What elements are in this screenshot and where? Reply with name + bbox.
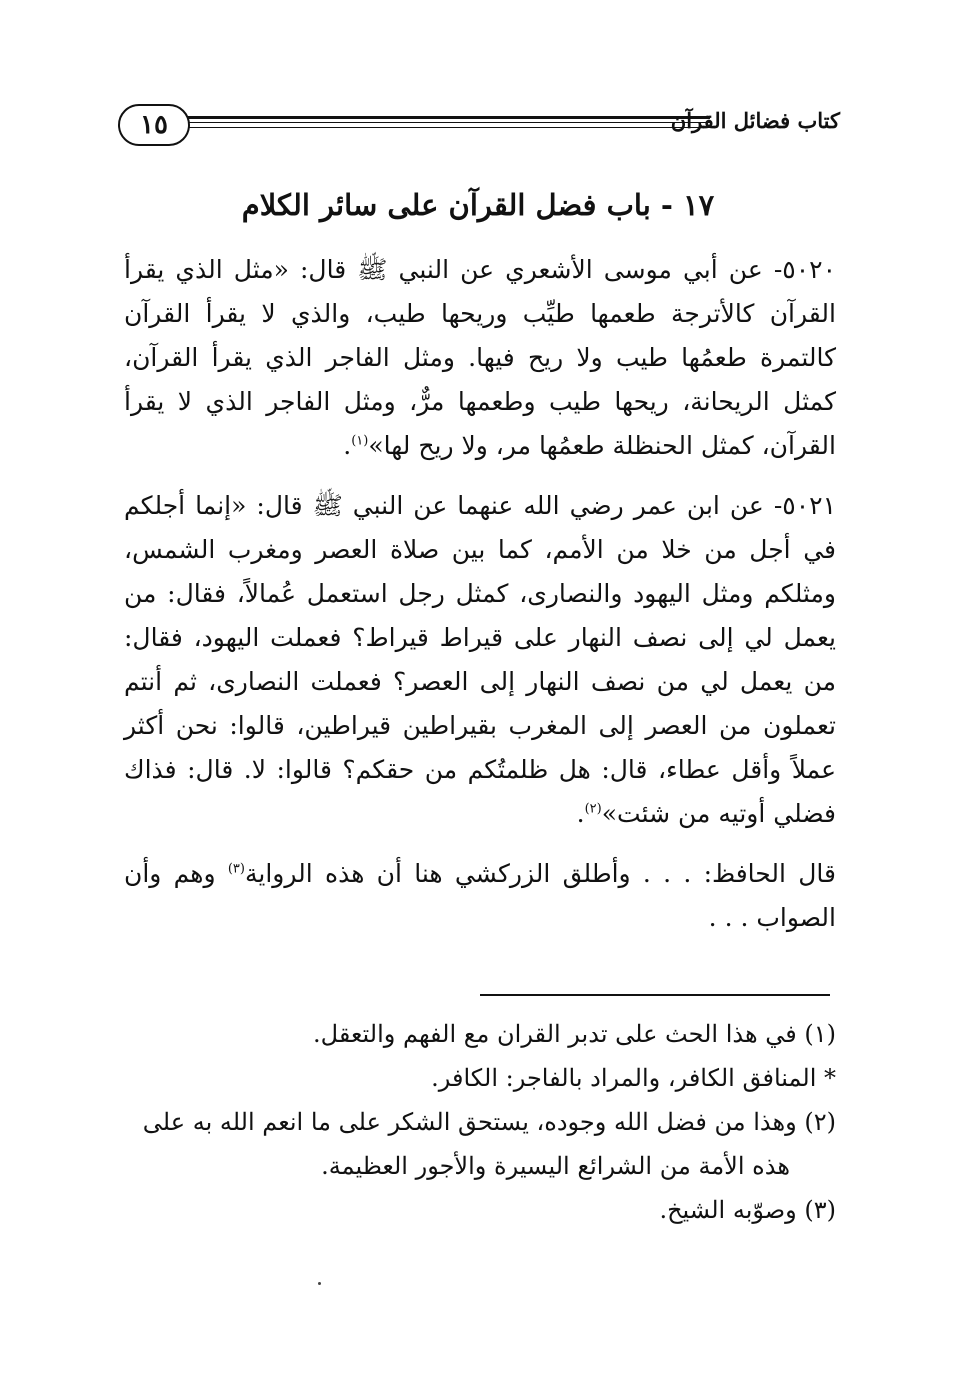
footnote-ref: (٢) <box>584 801 602 817</box>
hafiz-note <box>124 852 836 940</box>
chapter-title: ١٧ - باب فضل القرآن على سائر الكلام <box>241 188 715 222</box>
footnote-3: (٣) وصوّبه الشيخ. <box>659 1196 836 1224</box>
note-text-after: وهم وأن الصواب . . . <box>124 859 836 932</box>
note-text-before: قال الحافظ: . . . وأطلق الزركشي هنا أن هذه الرواية <box>244 859 836 888</box>
hadith-5020 <box>124 248 836 468</box>
hadith-end: . <box>343 431 352 460</box>
hadith-text: ٥٠٢٠- عن أبي موسى الأشعري عن النبي ﷺ قال: «مثل الذي يقرأ القرآن كالأترجة طعمها طيِّب وريحها طيب، والذي لا يقرأ القرآن كالتمرة طعمُها طيب ولا ريح فيها. ومثل الفاجر الذي يقرأ القرآن، كمثل الريحانة، ريحها طيب وطعمها مرٌّ، ومثل الفاجر الذي لا يقرأ القرآن، كمثل الحنظلة طعمُها مر، ولا ريح لها» <box>124 255 836 460</box>
hadith-text: ٥٠٢١- عن ابن عمر رضي الله عنهما عن النبي ﷺ قال: «إنما أجلكم في أجل من خلا من الأمم، كما بين صلاة العصر ومغرب الشمس، ومثلكم ومثل اليهود والنصارى، كمثل رجل استعمل عُمالاً، فقال: من يعمل لي إلى نصف النهار على قيراط قيراط؟ فعملت اليهود، فقال: من يعمل لي من نصف النهار إلى العصر؟ فعملت النصارى، ثم أنتم تعملون من العصر إلى المغرب بقيراطين قيراطين، قالوا: نحن أكثر عملاً وأقل عطاء، قال: هل ظلمتُكم من حقكم؟ قالوا: لا. قال: فذاك فضلي أوتيه من شئت» <box>124 491 836 828</box>
book-title: كتاب فضائل القرآن <box>670 108 840 133</box>
hadith-5021 <box>124 484 836 836</box>
page-number: ١٥ <box>118 104 190 146</box>
stray-mark <box>318 1282 321 1285</box>
footnote-2: (٢) وهذا من فضل الله وجوده، يستحق الشكر على ما انعم الله به على <box>142 1108 836 1136</box>
footnote-ref: (١) <box>351 433 369 449</box>
footnote-divider <box>480 994 830 996</box>
footnote-1: (١) في هذا الحث على تدبر القران مع الفهم والتعقل. <box>313 1020 836 1048</box>
footnote-2-continued: هذه الأمة من الشرائع اليسيرة والأجور العظيمة. <box>321 1152 790 1180</box>
footnote-ref: (٣) <box>227 861 245 877</box>
hadith-end: . <box>576 799 585 828</box>
footnotes <box>124 1012 836 1232</box>
header-divider <box>188 116 710 130</box>
footnote-asterisk: * المنافق الكافر، والمراد بالفاجر: الكافر. <box>431 1064 836 1092</box>
page-header <box>118 100 840 156</box>
body-text <box>124 248 836 940</box>
